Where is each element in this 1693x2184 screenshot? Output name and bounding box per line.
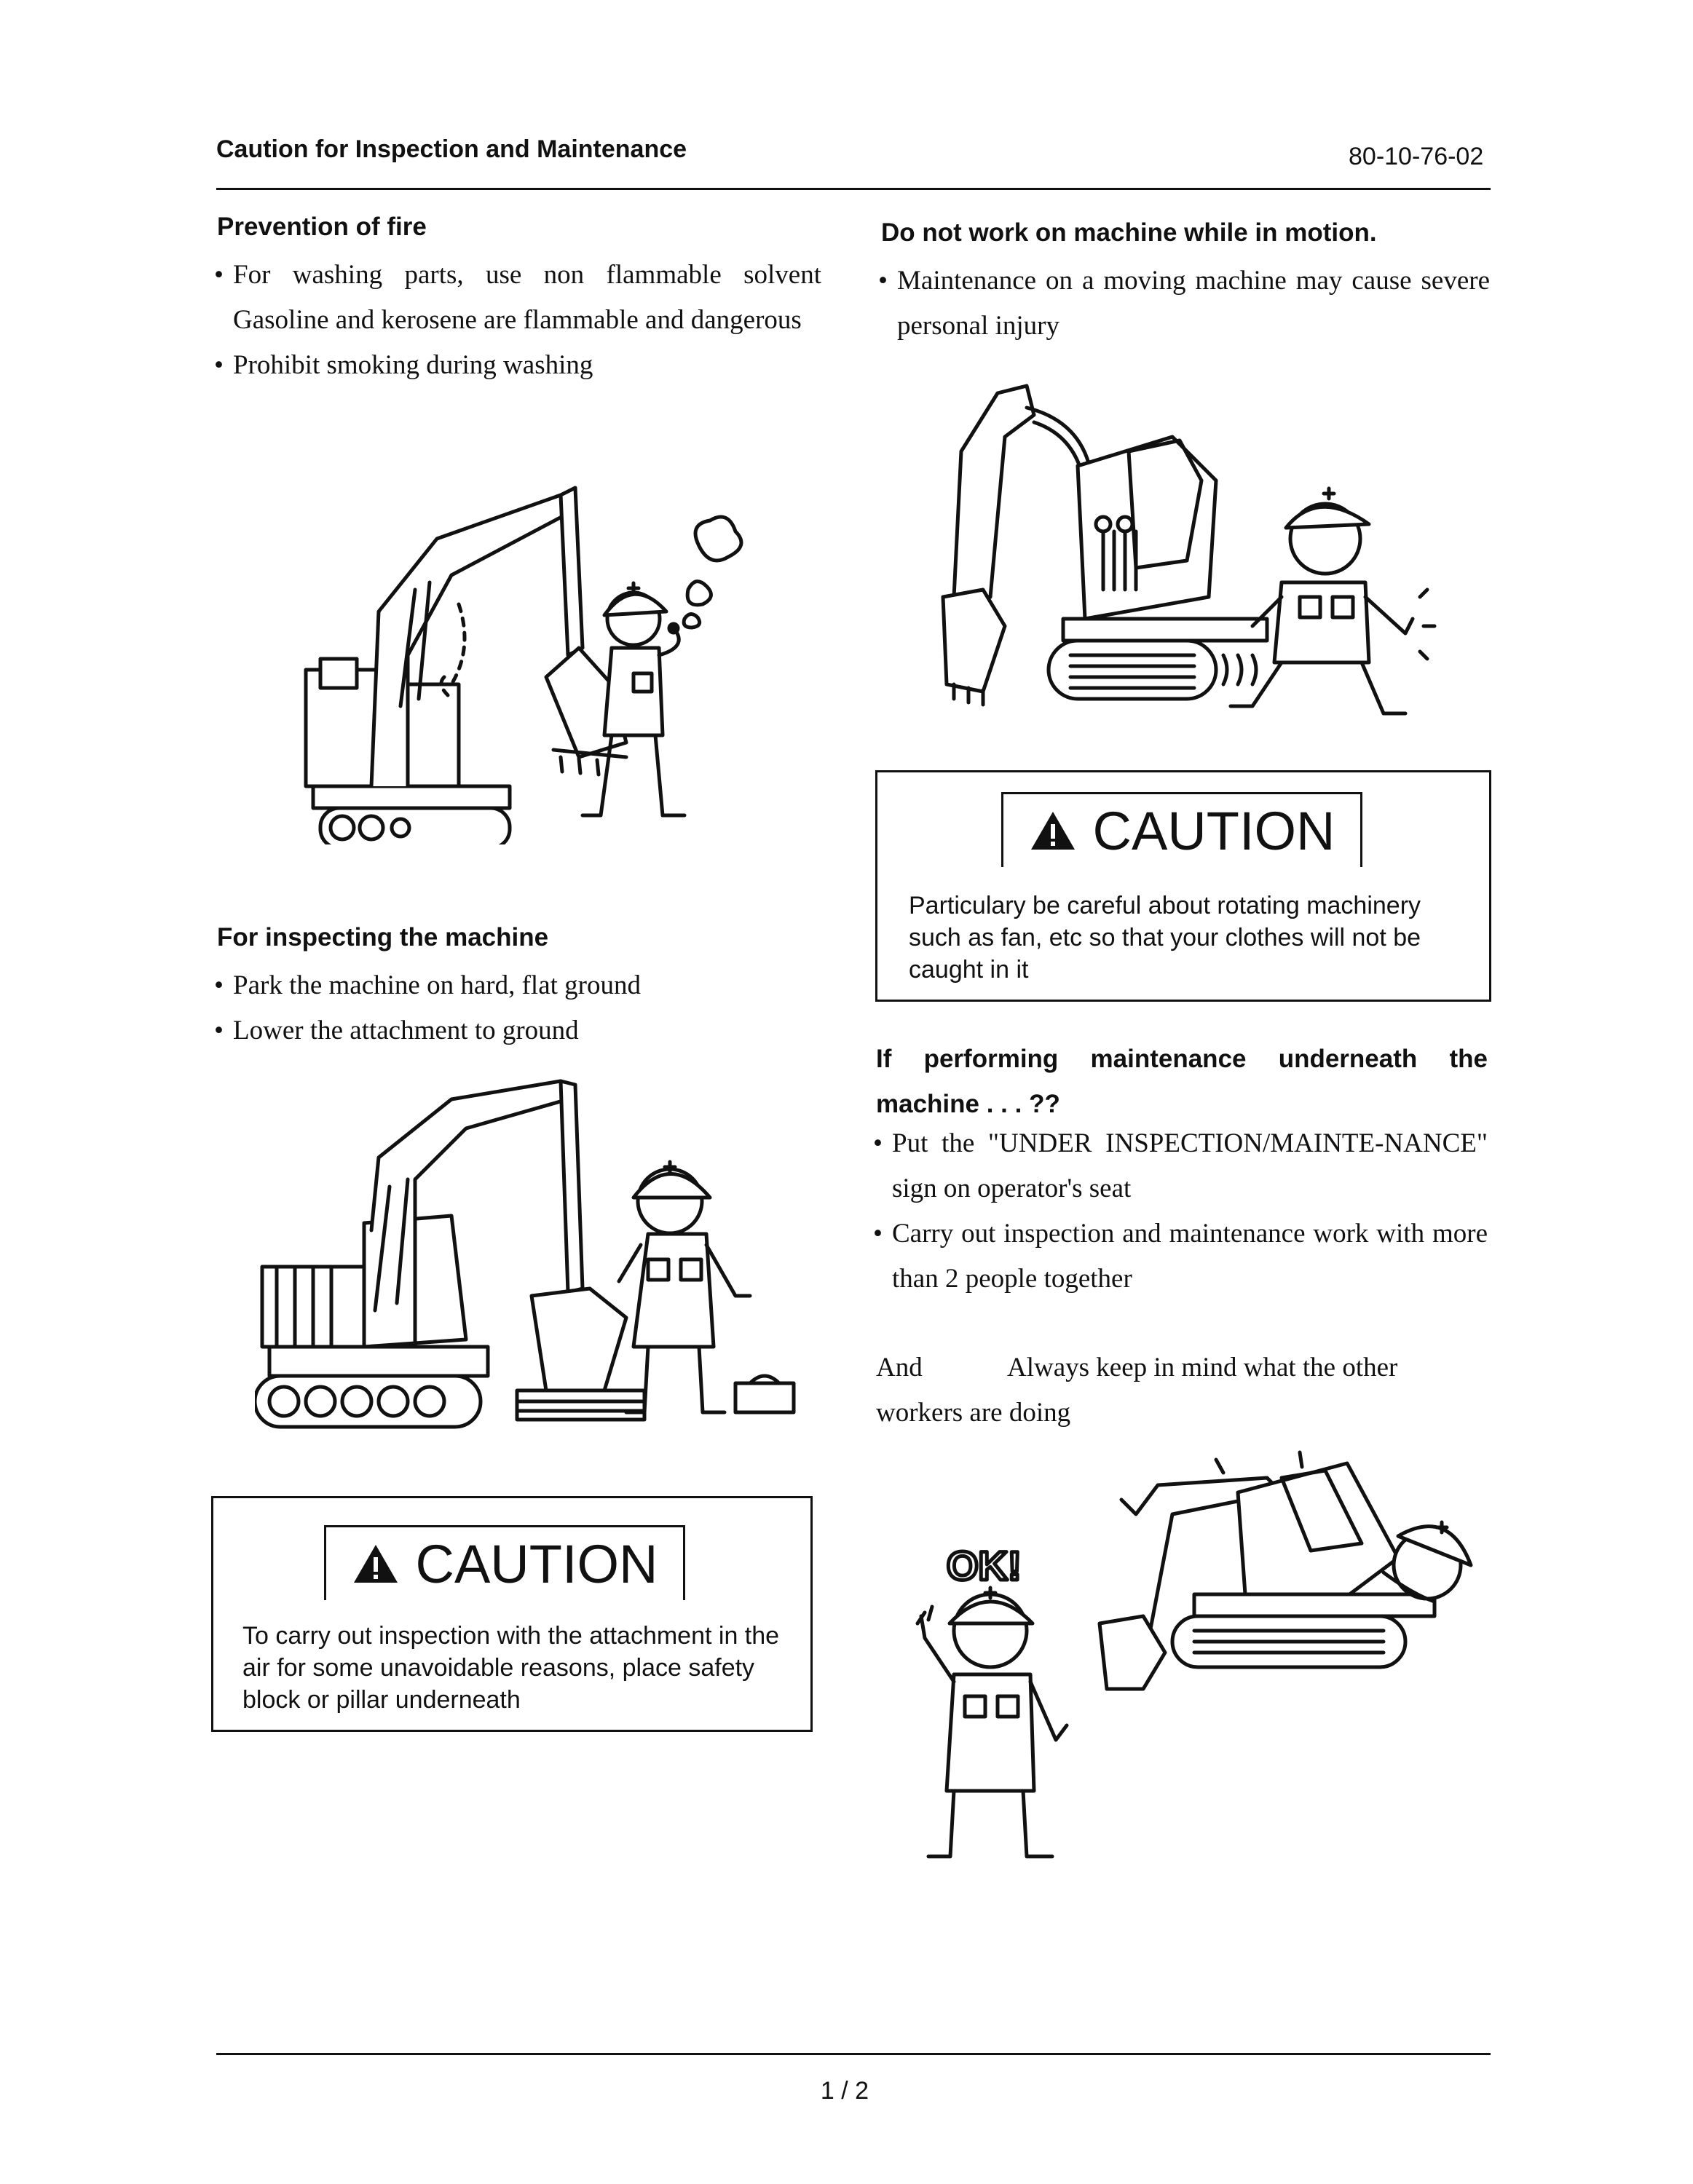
page-number: 1 / 2 xyxy=(820,2077,869,2105)
warning-triangle-icon xyxy=(352,1543,400,1585)
and-label: And xyxy=(876,1353,923,1382)
caution-title-rotating xyxy=(1001,792,1362,867)
fire-heading: Prevention of fire xyxy=(217,213,427,241)
caution-title-text: CAUTION xyxy=(415,1533,658,1594)
motion-bullets xyxy=(881,258,1490,349)
inspect-heading: For inspecting the machine xyxy=(217,923,549,951)
inspect-bullet-park: • Park the machine on hard, flat ground xyxy=(217,963,821,1008)
inspect-bullet-lower: • Lower the attachment to ground xyxy=(217,1008,821,1053)
and-text: Always keep in mind what the other workers are doing xyxy=(876,1353,1398,1428)
excavator-smoking-illustration xyxy=(291,466,757,844)
fire-bullets xyxy=(217,253,821,388)
underneath-bullet-sign: • Put the "UNDER INSPECTION/MAINTE-NANCE" sign on operator's seat xyxy=(876,1121,1488,1211)
motion-bullet-injury: • Maintenance on a moving machine may cause severe personal injury xyxy=(881,258,1490,349)
warning-triangle-icon xyxy=(1029,810,1077,852)
inspect-bullets xyxy=(217,963,821,1053)
page-title: Caution for Inspection and Maintenance xyxy=(216,135,687,163)
fire-bullet-washing: • For washing parts, use non flammable solvent Gasoline and kerosene are flammable and dangerous xyxy=(217,253,821,343)
caution-text-attachment: To carry out inspection with the attachment in the air for some unavoidable reasons, place safety block or pillar underneath xyxy=(242,1622,780,1714)
fire-bullet-smoking: • Prohibit smoking during washing xyxy=(217,343,821,388)
excavator-underneath-illustration xyxy=(903,1449,1485,1871)
excavator-lowered-attachment-illustration xyxy=(255,1077,808,1434)
underneath-bullet-people: • Carry out inspection and maintenance work with more than 2 people together xyxy=(876,1211,1488,1302)
ok-label: OK! xyxy=(947,1543,1022,1588)
caution-title-attachment xyxy=(324,1525,685,1600)
document-number: 80-10-76-02 xyxy=(1349,143,1484,170)
excavator-moving-illustration xyxy=(939,379,1442,743)
motion-heading: Do not work on machine while in motion. xyxy=(881,218,1377,247)
underneath-bullets xyxy=(876,1121,1488,1302)
underneath-heading: If performing maintenance underneath the machine . . . ?? xyxy=(876,1045,1488,1118)
header-rule xyxy=(216,188,1491,190)
caution-text-rotating: Particulary be careful about rotating machinery such as fan, etc so that your clothes will not be caught in it xyxy=(909,892,1421,984)
caution-title-text: CAUTION xyxy=(1092,800,1335,861)
footer-rule xyxy=(216,2053,1491,2055)
